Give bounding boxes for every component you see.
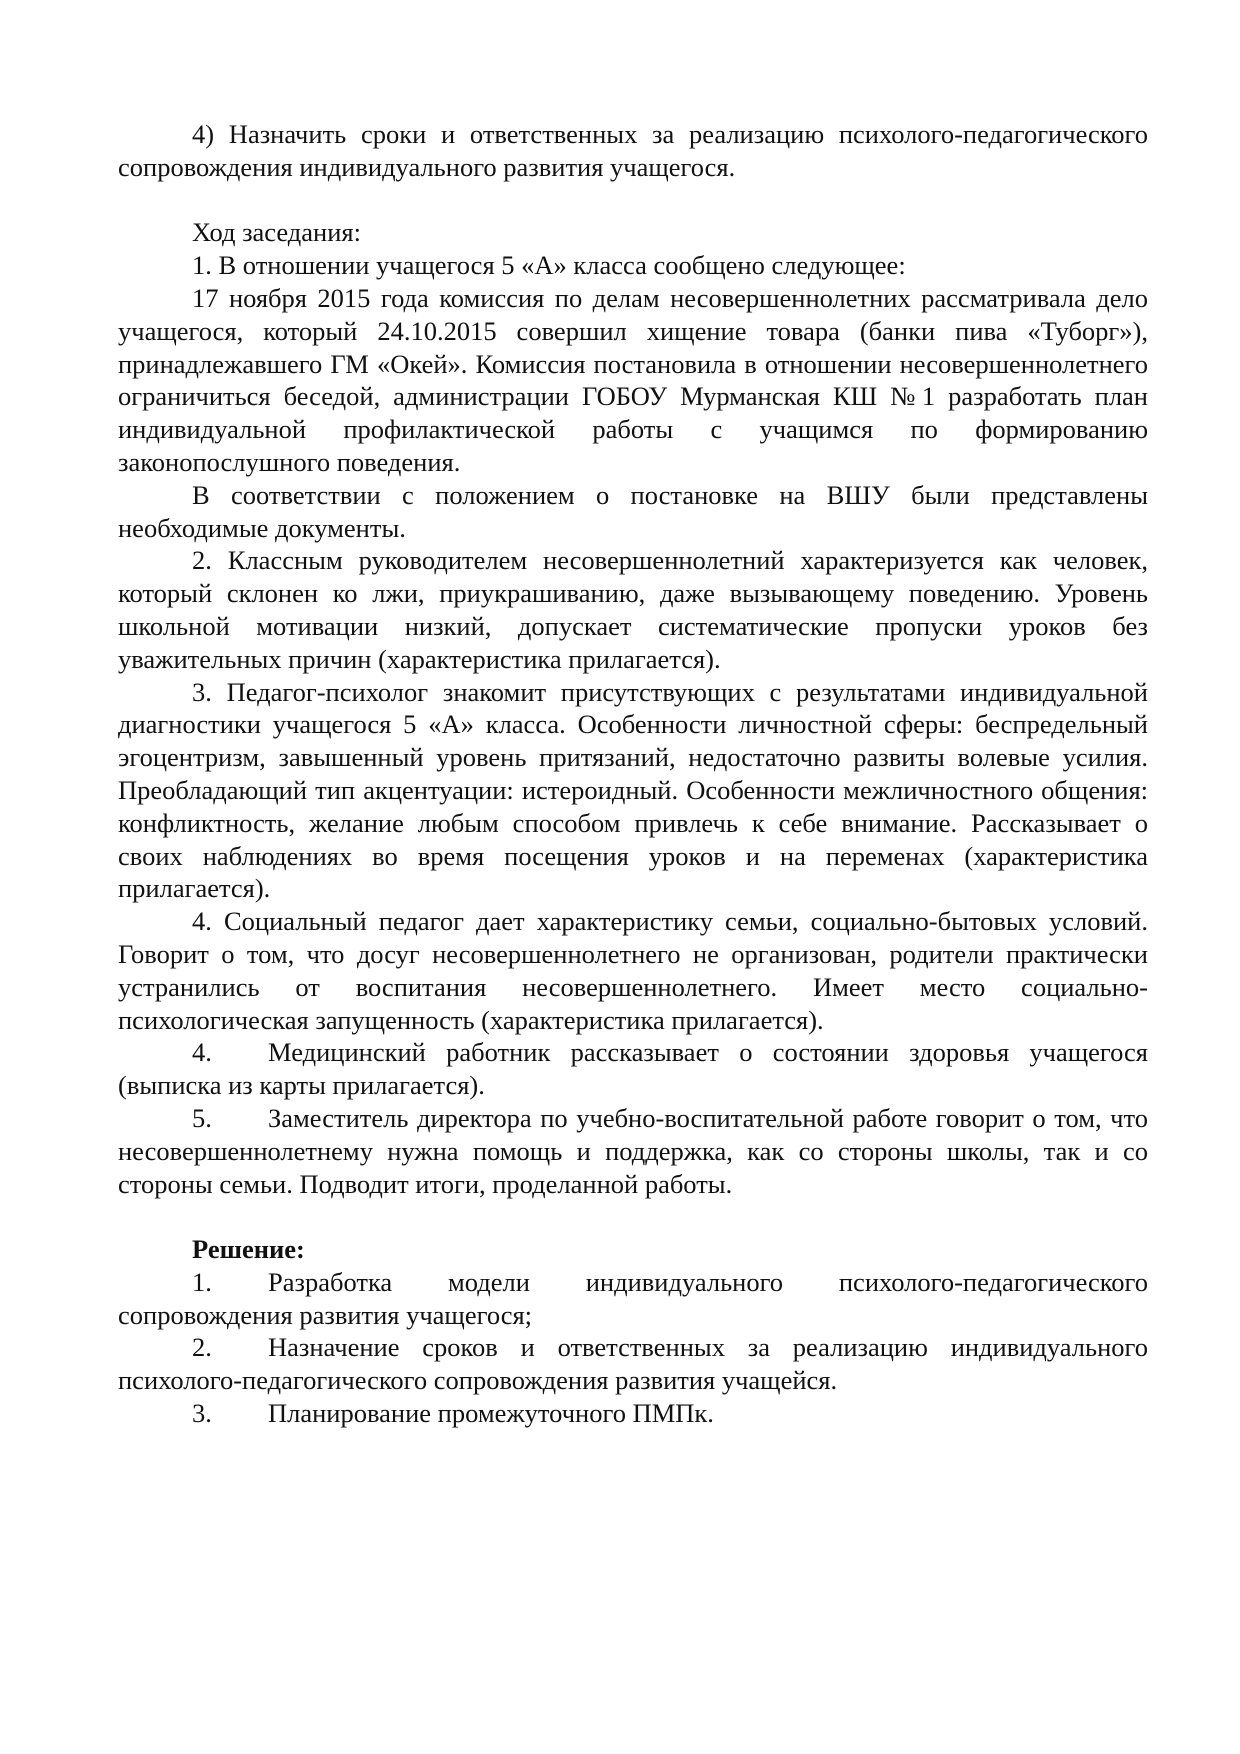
decision-title: Решение: bbox=[192, 1234, 305, 1265]
numbered-item bbox=[118, 1036, 1148, 1102]
item-number: 5. bbox=[192, 1102, 212, 1133]
proceedings-paragraph: 3. Педагог-психолог знакомит присутствующих с результатами индивидуальной диагностики учащегося 5 «А» класса. Особенности личностной сферы: беспредельный эгоцентризм, завышенный уровень притязаний, недостаточно развиты волевые усилия. Преобладающий тип акцентуации: истероидный. Особенности межличностного общения: конфликтность, желание любым способом привлечь к себе внимание. Рассказывает о своих наблюдениях во время посещения уроков и на переменах (характеристика прилагается). bbox=[118, 676, 1148, 904]
agenda-item-4: 4) Назначить сроки и ответственных за реализацию психолого-педагогического сопровождения индивидуального развития учащегося. bbox=[118, 119, 1148, 182]
item-text: Назначение сроков и ответственных за реализацию индивидуального психолого-педагогического сопровождения развития учащейся. bbox=[118, 1332, 1148, 1396]
proceedings-paragraph: 1. В отношении учащегося 5 «А» класса сообщено следующее: bbox=[192, 250, 906, 281]
item-number: 4. bbox=[192, 1037, 212, 1068]
item-number: 1. bbox=[192, 1266, 212, 1297]
decision-item bbox=[118, 1397, 1148, 1430]
decision-item bbox=[118, 1331, 1148, 1397]
item-text: Медицинский работник рассказывает о состоянии здоровья учащегося (выписка из карты прилагается). bbox=[118, 1037, 1148, 1101]
item-text: Разработка модели индивидуального психолого-педагогического сопровождения развития учащегося; bbox=[118, 1266, 1148, 1330]
item-number: 3. bbox=[192, 1398, 212, 1429]
proceedings-paragraph: 17 ноября 2015 года комиссия по делам несовершеннолетних рассматривала дело учащегося, который 24.10.2015 совершил хищение товара (банки пива «Туборг»), принадлежавшего ГМ «Окей». Комиссия постановила в отношении несовершеннолетнего ограничиться беседой, администрации ГОБОУ Мурманская КШ №1 разработать план индивидуальной профилактической работы с учащимся по формированию законопослушного поведения. bbox=[118, 282, 1148, 477]
proceedings-paragraph: 2. Классным руководителем несовершеннолетний характеризуется как человек, который склонен ко лжи, приукрашиванию, даже вызывающему поведению. Уровень школьной мотивации низкий, допускает систематические пропуски уроков без уважительных причин (характеристика прилагается). bbox=[118, 545, 1148, 674]
decision-item bbox=[118, 1266, 1148, 1332]
proceedings-paragraph: В соответствии с положением о постановке на ВШУ были представлены необходимые документы. bbox=[118, 479, 1148, 543]
item-text: Планирование промежуточного ПМПк. bbox=[268, 1398, 714, 1429]
document-page bbox=[118, 118, 1148, 1430]
proceedings-paragraph: 4. Социальный педагог дает характеристику семьи, социально-бытовых условий. Говорит о том, что досуг несовершеннолетнего не организован, родители практически устранились от воспитания несовершеннолетнего. Имеет место социально-психологическая запущенность (характеристика прилагается). bbox=[118, 906, 1148, 1035]
item-number: 2. bbox=[192, 1332, 212, 1363]
blank-line bbox=[118, 1200, 1148, 1233]
blank-line bbox=[118, 184, 1148, 217]
item-text: Заместитель директора по учебно-воспитательной работе говорит о том, что несовершеннолетнему нужна помощь и поддержка, как со стороны школы, так и со стороны семьи. Подводит итоги, проделанной работы. bbox=[118, 1102, 1148, 1199]
proceedings-title: Ход заседания: bbox=[192, 217, 361, 248]
numbered-item bbox=[118, 1102, 1148, 1200]
